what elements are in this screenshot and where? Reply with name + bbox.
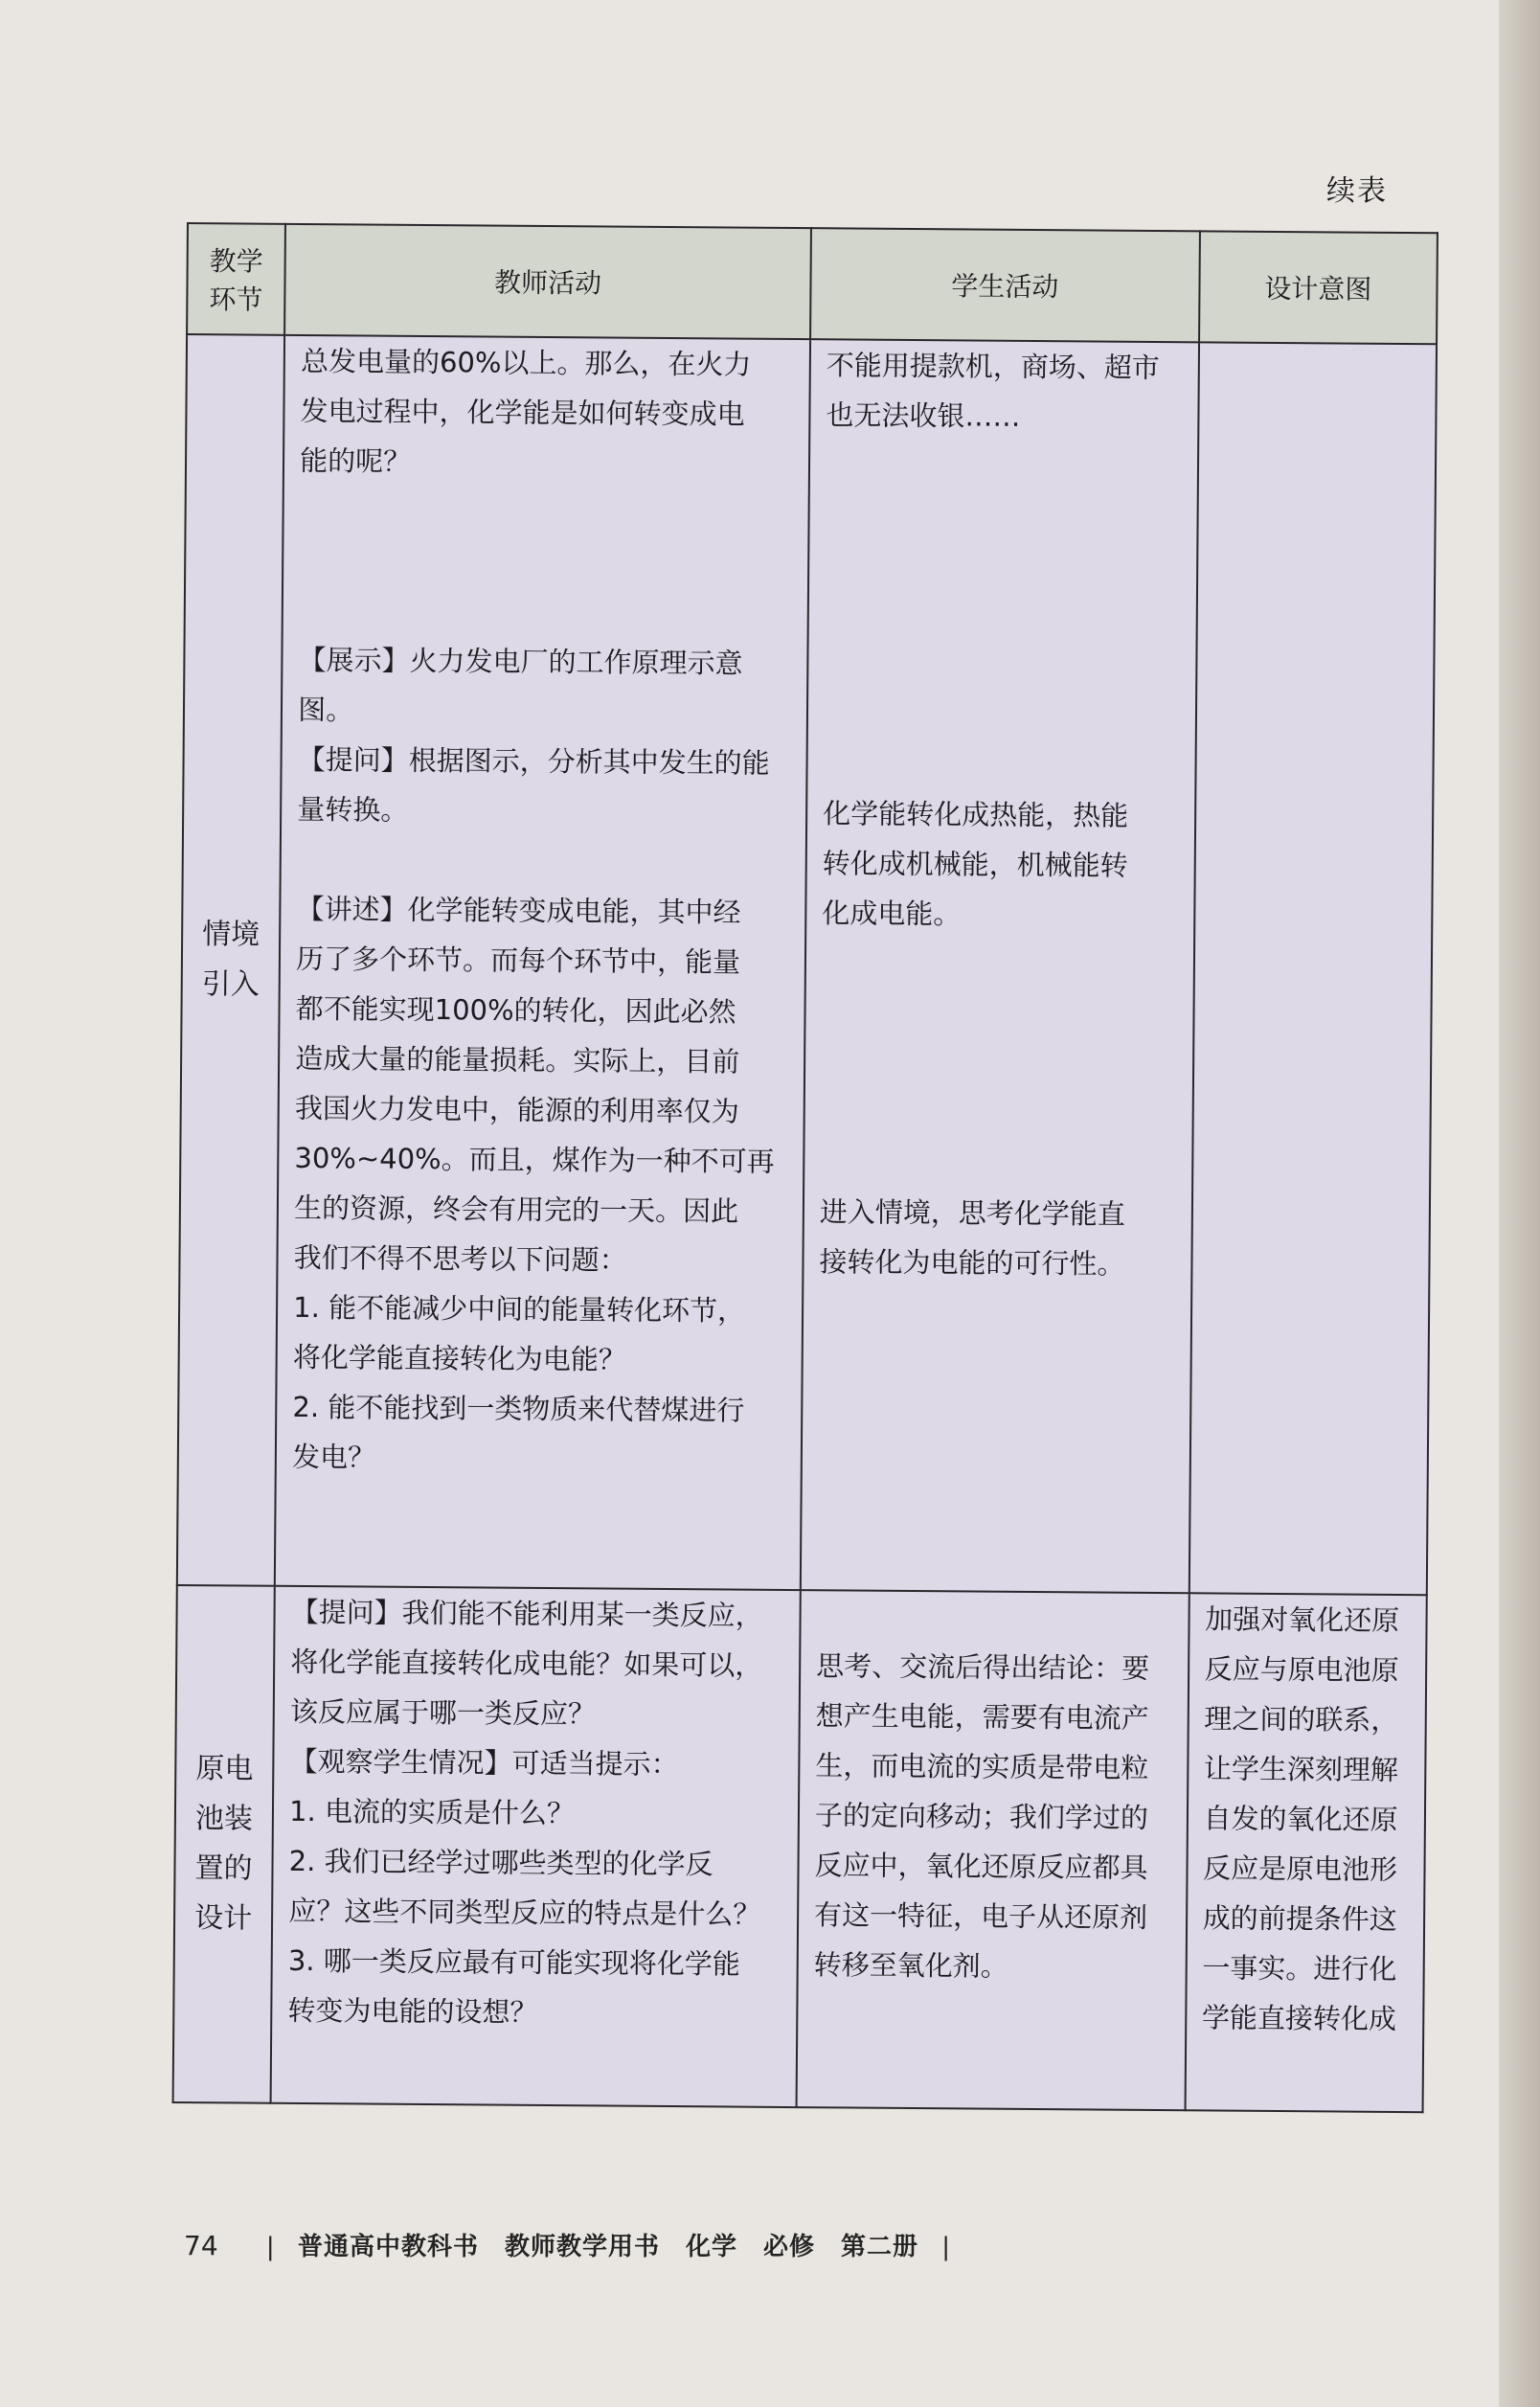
continued-label: 续表 [1326, 174, 1388, 208]
footer-separator: | [265, 2233, 275, 2261]
header-teacher: 教师活动 [284, 224, 811, 339]
page-edge [1499, 0, 1540, 2407]
student-text-line: 化学能转化成热能，热能 [823, 797, 1129, 832]
book-title: 普通高中教科书 教师教学用书 化学 必修 第二册 [297, 2233, 918, 2261]
teacher-text-line: 都不能实现100%的转化，因此必然 [295, 991, 736, 1029]
table-row [177, 334, 1437, 1595]
teacher-text-line: 历了多个环节。而每个环节中，能量 [295, 942, 741, 979]
teacher-text-line: 【观察学生情况】可适当提示： [289, 1744, 679, 1782]
student-text-line [805, 1087, 1192, 1140]
teacher-text-line: 将化学能直接转化为电能？ [292, 1340, 626, 1376]
teacher-text-line: 将化学能直接转化成电能？如果可以， [290, 1645, 763, 1682]
stage-label-line: 原电 [195, 1752, 254, 1786]
student-text-line: 转化成机械能，机械能转 [822, 847, 1128, 882]
header-intent: 设计意图 [1199, 231, 1438, 344]
teacher-text-line [283, 585, 807, 639]
intent-text-line: 理之间的联系， [1204, 1702, 1399, 1737]
teacher-text-line: 【提问】根据图示，分析其中发生的能 [297, 742, 770, 780]
student-text-line [807, 738, 1194, 791]
teacher-text-line: 【讲述】化学能转变成电能，其中经 [296, 892, 741, 929]
teacher-text-line: 图。 [298, 693, 354, 727]
teacher-text-line: 我们不得不思考以下问题： [293, 1240, 627, 1277]
teacher-text-line: 【提问】我们能不能利用某一类反应， [290, 1595, 763, 1632]
lesson-table [172, 222, 1438, 2113]
teacher-text-line: 我国火力发电中，能源的利用率仅为 [294, 1091, 740, 1128]
teacher-text-line: 【展示】火力发电厂的工作原理示意 [298, 643, 743, 680]
student-text-line [808, 689, 1195, 741]
student-text-line [809, 589, 1196, 642]
table-header-row [187, 223, 1438, 344]
student-text-line: 接转化为电能的可行性。 [819, 1245, 1125, 1281]
teacher-text-line: 2. 我们已经学过哪些类型的化学反 [288, 1844, 713, 1881]
footer-separator: | [941, 2233, 950, 2261]
student-text-line: 也无法收银…… [826, 398, 1021, 433]
teacher-text-line: 转变为电能的设想？ [287, 1993, 538, 2029]
student-text-line: 有这一特征，电子从还原剂 [813, 1898, 1148, 1934]
page-footer [184, 2227, 965, 2262]
header-student: 学生活动 [810, 228, 1200, 342]
intent-text-line: 让学生深刻理解 [1203, 1752, 1399, 1786]
teacher-text-line [283, 535, 807, 589]
teacher-text-line: 发电？ [291, 1440, 376, 1474]
header-stage-line: 环节 [209, 284, 263, 316]
student-activity-cell [801, 339, 1199, 1593]
stage-label-line: 设计 [194, 1901, 253, 1936]
teacher-text-line: 发电过程中，化学能是如何转变成电 [300, 394, 745, 431]
student-text-line [808, 639, 1195, 692]
student-text-line [806, 938, 1193, 990]
intent-text-line: 自发的氧化还原 [1203, 1802, 1398, 1836]
teacher-activity-cell [271, 1586, 801, 2107]
student-text-line: 反应中，氧化还原反应都具 [814, 1849, 1148, 1884]
header-stage-line: 教学 [209, 245, 263, 278]
intent-text-line: 反应与原电池原 [1204, 1652, 1399, 1687]
teacher-text-line: 总发电量的60%以上。那么，在火力 [300, 344, 752, 381]
header-stage [187, 223, 285, 335]
stage-label-line: 情境 [202, 918, 260, 952]
student-text-line: 化成电能。 [822, 897, 962, 931]
student-activity-cell [797, 1590, 1189, 2110]
stage-label-line: 池装 [194, 1802, 254, 1836]
teacher-activity-cell [275, 335, 810, 1590]
student-text-line: 子的定向移动；我们学过的 [814, 1799, 1149, 1834]
student-text-line: 思考、交流后得出结论：要 [816, 1649, 1150, 1685]
teacher-text-line: 3. 哪一类反应最有可能实现将化学能 [287, 1943, 740, 1981]
student-text-line [801, 1591, 1188, 1644]
teacher-text-line: 生的资源，终会有用完的一天。因此 [293, 1191, 739, 1228]
teacher-text-line: 1. 电流的实质是什么？ [288, 1794, 576, 1830]
teacher-text-line: 1. 能不能减少中间的能量转化环节， [293, 1290, 746, 1328]
stage-label-line: 置的 [194, 1851, 253, 1886]
page-number: 74 [184, 2230, 218, 2261]
teacher-text-line: 该反应属于哪一类反应？ [289, 1694, 597, 1731]
stage-cell [177, 334, 284, 1586]
student-text-line [809, 489, 1196, 542]
design-intent-cell [1185, 1593, 1427, 2112]
student-text-line: 转移至氧化剂。 [813, 1948, 1008, 1983]
teacher-text-line: 能的呢？ [300, 443, 412, 478]
student-text-line [804, 1137, 1191, 1190]
table-row [173, 1585, 1427, 2112]
teacher-text-line: 应？这些不同类型反应的特点是什么？ [288, 1894, 761, 1931]
teacher-text-line [282, 834, 805, 888]
teacher-text-line: 30%~40%。而且，煤作为一种不可再 [294, 1141, 775, 1178]
intent-text-line: 学能直接转化成 [1201, 2001, 1397, 2035]
student-text-line [810, 440, 1197, 492]
student-text-line: 不能用提款机，商场、超市 [826, 349, 1160, 384]
student-text-line [805, 988, 1192, 1040]
teacher-text-line: 量转换。 [297, 792, 409, 827]
teacher-text-line [284, 486, 808, 539]
student-text-line: 想产生电能，需要有电流产 [815, 1699, 1149, 1735]
teacher-text-line: 2. 能不能找到一类物质来代替煤进行 [292, 1390, 745, 1427]
intent-text-line: 成的前提条件这 [1202, 1901, 1397, 1936]
design-intent-cell [1189, 342, 1437, 1595]
stage-label-line: 引入 [201, 967, 260, 1002]
student-text-line: 进入情境，思考化学能直 [819, 1195, 1126, 1231]
intent-text-line: 反应是原电池形 [1202, 1851, 1398, 1886]
intent-text-line: 加强对氧化还原 [1205, 1602, 1400, 1637]
intent-text-line: 一事实。进行化 [1202, 1951, 1397, 1986]
student-text-line [809, 539, 1196, 592]
teacher-text-line: 造成大量的能量损耗。实际上，目前 [295, 1041, 740, 1079]
student-text-line: 生，而电流的实质是带电粒 [815, 1749, 1149, 1784]
stage-cell [173, 1585, 275, 2103]
student-text-line [805, 1037, 1192, 1090]
